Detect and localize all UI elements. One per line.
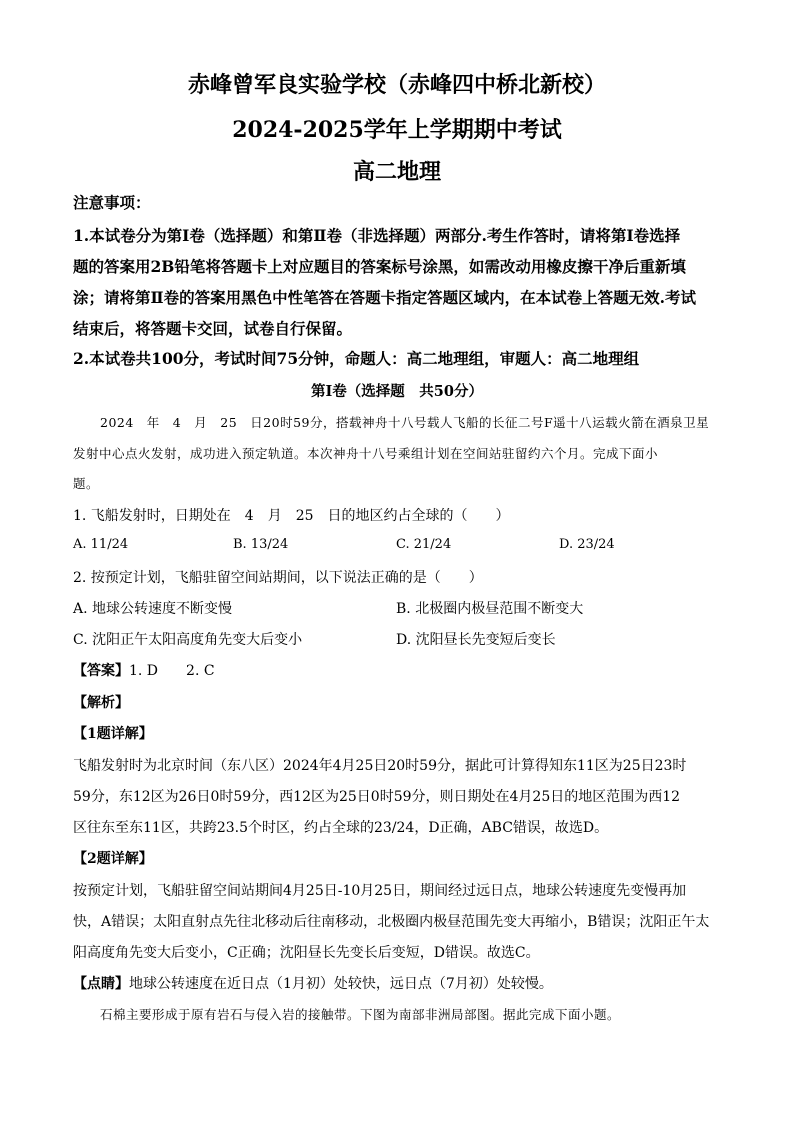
detail2-line3: 阳高度角先变大后变小，C正确；沈阳昼长先变长后变短，D错误。故选C。 [73,945,540,961]
detail2-tag: 【2题详解】 [73,851,153,867]
material1-line1: 2024 年 4 月 25 日20时59分，搭载神舟十八号载人飞船的长征二号F遥十八运载火箭在酒泉卫星 [100,415,710,430]
q1-stem: 1. 飞船发射时，日期处在 4 月 25 日的地区约占全球的（ ） [73,508,510,524]
material1-line3: 题。 [73,476,100,491]
pointer-text: 地球公转速度在近日点（1月初）处较快，远日点（7月初）处较慢。 [129,976,553,992]
pointer-tag: 【点睛】 [73,976,129,992]
notice-item2: 2.本试卷共100分，考试时间75分钟，命题人：高二地理组，审题人：高二地理组 [73,349,640,368]
exam-title: 2024-2025学年上学期期中考试 [232,117,562,143]
material2: 石棉主要形成于原有岩石与侵入岩的接触带。下图为南部非洲局部图。据此完成下面小题。 [100,1007,621,1022]
notice-heading: 注意事项： [73,193,151,212]
answer-line [73,660,215,680]
subject-title: 高二地理 [352,159,441,185]
detail2-line2: 快，A错误；太阳直射点先往北移动后往南移动，北极圈内极昼范围先变大再缩小，B错误；沈阳正午太 [73,914,710,930]
detail1-line1: 飞船发射时为北京时间（东八区）2024年4月25日20时59分，据此可计算得知东11区为25日23时 [73,758,687,774]
material1-line2: 发射中心点火发射，成功进入预定轨道。本次神舟十八号乘组计划在空间站驻留约六个月。完成下面小 [73,446,659,461]
detail1-line2: 59分，东12区为26日0时59分，西12区为25日0时59分，则日期处在4月25日的地区范围为西12 [73,789,681,805]
q2-option-b[interactable]: B. 北极圈内极昼范围不断变大 [396,601,584,617]
analysis-tag: 【解析】 [73,695,129,711]
detail2-line1: 按预定计划，飞船驻留空间站期间4月25日-10月25日，期间经过远日点，地球公转速度先变慢再加 [73,883,687,899]
q1-option-c[interactable]: C. 21/24 [396,537,452,552]
detail1-line3: 区往东至东11区，共跨23.5个时区，约占全球的23/24，D正确，ABC错误，故选D。 [73,820,609,836]
q1-option-b[interactable]: B. 13/24 [233,537,289,552]
notice-item1-line3: 涂；请将第Ⅱ卷的答案用黑色中性笔答在答题卡指定答题区域内，在本试卷上答题无效.考试 [73,288,696,307]
q2-option-a[interactable]: A. 地球公转速度不断变慢 [73,601,233,617]
pointer-line [73,973,553,993]
answer-text: 1. D 2. C [129,663,215,679]
q1-option-d[interactable]: D. 23/24 [559,537,615,552]
q1-option-a[interactable]: A. 11/24 [73,537,129,552]
q2-stem: 2. 按预定计划，飞船驻留空间站期间，以下说法正确的是（ ） [73,570,483,586]
answer-tag: 【答案】 [73,663,129,679]
notice-item1-line2: 题的答案用2B铅笔将答题卡上对应题目的答案标号涂黑，如需改动用橡皮擦干净后重新填 [73,257,686,276]
notice-item1-line4: 结束后，将答题卡交回，试卷自行保留。 [73,319,353,338]
q2-option-d[interactable]: D. 沈阳昼长先变短后变长 [396,632,556,648]
detail1-tag: 【1题详解】 [73,726,153,742]
notice-item1-line1: 1.本试卷分为第Ⅰ卷（选择题）和第Ⅱ卷（非选择题）两部分.考生作答时，请将第Ⅰ卷选择 [73,226,681,245]
school-title: 赤峰曾军良实验学校（赤峰四中桥北新校） [187,72,606,98]
section-title: 第Ⅰ卷（选择题 共50分） [311,383,483,400]
q2-option-c[interactable]: C. 沈阳正午太阳高度角先变大后变小 [73,632,303,648]
